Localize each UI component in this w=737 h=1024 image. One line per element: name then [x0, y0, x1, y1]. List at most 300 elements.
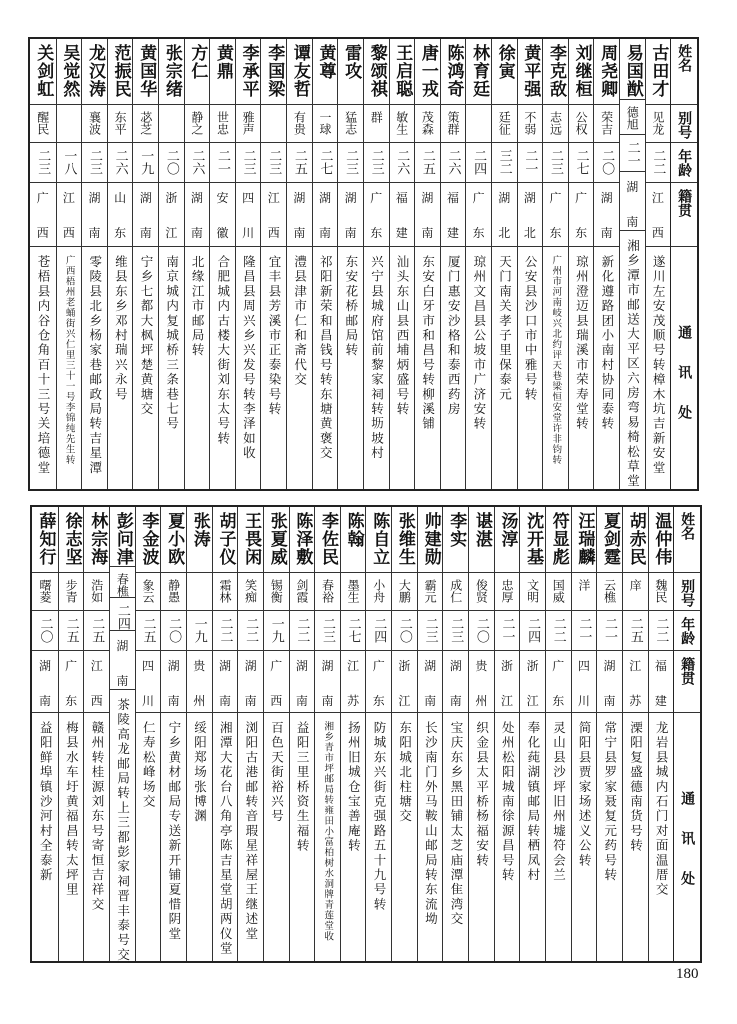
- age-cell: [133, 143, 158, 183]
- person-address: 灵山县沙坪旧州墟符会兰: [551, 721, 567, 883]
- address-cell: [57, 247, 82, 489]
- origin-cell: [597, 651, 622, 713]
- person-alias: 俊贤: [474, 579, 489, 603]
- person-age: 二六: [394, 149, 410, 175]
- age-cell: [161, 611, 186, 651]
- origin-province-char: 湖: [295, 659, 308, 673]
- header-label-age: 年龄: [676, 149, 693, 177]
- address-cell: [108, 247, 133, 489]
- person-age: 二一: [602, 617, 618, 643]
- address-cell: [261, 247, 286, 489]
- person-alias: 茂森: [420, 111, 435, 135]
- name-cell: [543, 39, 568, 105]
- origin-cell: [238, 651, 263, 713]
- person-origin: [345, 189, 357, 241]
- person-name: 胡子仪: [215, 512, 236, 566]
- address-cell: [32, 713, 58, 961]
- header-cell-address: [671, 247, 697, 489]
- origin-province-char: 湖: [293, 191, 306, 205]
- alias-cell: [136, 573, 161, 611]
- person-address: 百色天街裕兴号: [269, 721, 285, 824]
- origin-cell: [133, 183, 158, 247]
- person-alias: 霜林: [217, 579, 232, 603]
- person-origin: [652, 189, 664, 241]
- name-cell: [569, 39, 594, 105]
- origin-province-char: 南: [321, 694, 334, 708]
- person-alias: 文明: [525, 579, 540, 603]
- person-origin: [527, 657, 539, 709]
- origin-province-char: 江: [651, 191, 664, 205]
- alias-cell: [57, 105, 82, 143]
- origin-province-char: 安: [216, 191, 229, 205]
- origin-cell: [84, 651, 109, 713]
- name-cell: [649, 507, 674, 573]
- address-cell: [84, 713, 109, 961]
- header-cell-age: [674, 611, 700, 651]
- person-age: 二七: [573, 149, 589, 175]
- person-address: 琼州澄迈县瑞溪市荣寿堂转: [574, 255, 590, 432]
- origin-province-char: 西: [651, 226, 664, 240]
- person-origin: [322, 657, 334, 709]
- origin-province-char: 湖: [88, 191, 101, 205]
- person-origin: [421, 189, 433, 241]
- person-age: 一九: [138, 149, 154, 175]
- age-cell: [569, 143, 594, 183]
- person-address: 茶陵高龙邮局转上三都彭家祠晋丰泰号交: [115, 698, 131, 963]
- alias-cell: [569, 105, 594, 143]
- person-address: 绥阳郑场张博渊: [192, 721, 208, 824]
- alias-cell: [597, 573, 622, 611]
- origin-province-char: 川: [577, 694, 590, 708]
- person-address: 织金县太平桥杨福安转: [474, 721, 490, 868]
- person-origin: [296, 657, 308, 709]
- address-cell: [136, 713, 161, 961]
- person-column: [81, 39, 107, 489]
- person-origin: [575, 189, 587, 241]
- person-column: [132, 39, 158, 489]
- person-alias: 一球: [317, 111, 332, 135]
- person-alias: 曙菱: [37, 579, 52, 603]
- person-name: 陈鸿奇: [443, 44, 464, 98]
- person-name: 李国梁: [264, 44, 285, 98]
- person-name: 谌湛: [471, 512, 492, 548]
- person-address: 公安县沙口市中雅号转: [523, 255, 539, 402]
- person-address: 兴宁县城府馆前黎家祠转坜坡村: [369, 255, 385, 461]
- name-cell: [236, 39, 261, 105]
- name-cell: [210, 39, 235, 105]
- person-column: [365, 507, 391, 961]
- person-alias: 墨生: [346, 579, 361, 603]
- origin-cell: [32, 651, 58, 713]
- person-column: [648, 507, 674, 961]
- person-name: 张宗绪: [161, 44, 182, 98]
- page-number: 180: [676, 966, 699, 982]
- person-column: [30, 39, 56, 489]
- origin-cell: [110, 631, 135, 690]
- age-cell: [366, 611, 391, 651]
- alias-cell: [238, 573, 263, 611]
- origin-province-char: 湖: [344, 191, 357, 205]
- person-name: 王启聪: [392, 44, 413, 98]
- person-address: 仁寿松峰场交: [141, 721, 157, 810]
- person-alias: 小舟: [371, 579, 386, 603]
- name-cell: [646, 39, 671, 105]
- address-cell: [159, 247, 184, 489]
- origin-province-char: 浙: [526, 659, 539, 673]
- person-age: 二一: [499, 617, 515, 643]
- person-column: [107, 39, 133, 489]
- origin-province-char: 山: [114, 191, 127, 205]
- person-name: 易国猷: [622, 44, 643, 98]
- name-cell: [492, 39, 517, 105]
- origin-province-char: 湖: [116, 639, 129, 653]
- person-column: [312, 39, 338, 489]
- alias-cell: [520, 573, 545, 611]
- person-column: [314, 507, 340, 961]
- origin-cell: [59, 651, 84, 713]
- origin-cell: [364, 183, 389, 247]
- address-cell: [210, 247, 235, 489]
- origin-cell: [390, 183, 415, 247]
- origin-cell: [187, 651, 212, 713]
- origin-province-char: 广: [65, 659, 78, 673]
- age-cell: [572, 611, 597, 651]
- origin-province-char: 州: [193, 694, 206, 708]
- person-origin: [114, 189, 126, 241]
- address-cell: [620, 231, 645, 489]
- alias-cell: [315, 573, 340, 611]
- person-column: [184, 39, 210, 489]
- person-column: [542, 39, 568, 489]
- person-origin: [475, 657, 487, 709]
- person-age: 二四: [114, 604, 130, 630]
- origin-province-char: 广: [472, 191, 485, 205]
- person-age: 二七: [317, 149, 333, 175]
- person-age: 二〇: [473, 617, 489, 643]
- person-address: 宁乡黄材邮局专送新开铺夏惜阴堂: [166, 721, 182, 942]
- origin-province-char: 建: [447, 226, 460, 240]
- person-name: 周尧卿: [597, 44, 618, 98]
- origin-province-char: 湖: [218, 659, 231, 673]
- origin-province-char: 南: [293, 226, 306, 240]
- origin-province-char: 江: [267, 191, 280, 205]
- person-origin: [552, 657, 564, 709]
- header-label-alias: 别号: [679, 579, 696, 607]
- origin-cell: [518, 183, 543, 247]
- name-cell: [390, 39, 415, 105]
- origin-province-char: 四: [242, 191, 255, 205]
- origin-province-char: 南: [344, 226, 357, 240]
- header-label-age: 年龄: [679, 617, 696, 645]
- address-cell: [495, 713, 520, 961]
- origin-province-char: 湖: [626, 180, 639, 195]
- person-origin: [37, 189, 49, 241]
- header-label-origin: 籍贯: [679, 657, 696, 685]
- person-age: 二三: [86, 149, 102, 175]
- person-age: 二一: [624, 140, 640, 167]
- person-name: 符显彪: [548, 512, 569, 566]
- origin-province-char: 江: [500, 694, 513, 708]
- person-alias: 世忠: [215, 111, 230, 135]
- alias-cell: [264, 573, 289, 611]
- person-alias: 廷征: [497, 111, 512, 135]
- age-cell: [30, 143, 56, 183]
- person-column: [389, 39, 415, 489]
- origin-province-char: 福: [654, 659, 667, 673]
- person-address: 北缘江市邮局转: [190, 255, 206, 358]
- origin-province-char: 南: [603, 694, 616, 708]
- person-name: 吴觉然: [59, 44, 80, 98]
- origin-province-char: 湖: [167, 659, 180, 673]
- person-address: 湘乡青市坪邮局转雍田小富柏树水洞牌青莲堂收: [322, 721, 334, 942]
- person-address: 赣州转桂源刘东号寄恒吉祥交: [89, 721, 105, 913]
- address-cell: [543, 247, 568, 489]
- age-cell: [82, 143, 107, 183]
- person-age: 二二: [653, 617, 669, 643]
- name-cell: [313, 39, 338, 105]
- person-column: [160, 507, 186, 961]
- person-origin: [88, 189, 100, 241]
- alias-cell: [313, 105, 338, 143]
- person-column: [237, 507, 263, 961]
- age-cell: [315, 611, 340, 651]
- origin-province-char: 贵: [193, 659, 206, 673]
- origin-province-char: 南: [295, 694, 308, 708]
- person-address: 祁阳新荣和昌钱号转东塘黄褒交: [318, 255, 334, 461]
- person-origin: [347, 657, 359, 709]
- person-origin: [501, 657, 513, 709]
- person-age: 二四: [371, 617, 387, 643]
- person-name: 陈泽敷: [292, 512, 313, 566]
- alias-cell: [133, 105, 158, 143]
- origin-cell: [415, 183, 440, 247]
- person-address: 合肥城内古楼大街刘东太号转: [215, 255, 231, 447]
- person-age: 二三: [547, 149, 563, 175]
- origin-province-char: 南: [190, 226, 203, 240]
- age-cell: [313, 143, 338, 183]
- age-cell: [495, 611, 520, 651]
- name-cell: [495, 507, 520, 573]
- header-label-address: 通讯处: [679, 791, 696, 911]
- origin-cell: [57, 183, 82, 247]
- person-name: 李金波: [138, 512, 159, 566]
- person-name: 胡赤民: [625, 512, 646, 566]
- person-column: [645, 39, 671, 489]
- person-age: 二二: [243, 617, 259, 643]
- name-cell: [84, 507, 109, 573]
- person-origin: [191, 189, 203, 241]
- origin-province-char: 建: [654, 694, 667, 708]
- name-cell: [213, 507, 238, 573]
- origin-cell: [366, 651, 391, 713]
- origin-province-char: 北: [498, 226, 511, 240]
- origin-province-char: 浙: [500, 659, 513, 673]
- person-column: [235, 39, 261, 489]
- person-origin: [524, 189, 536, 241]
- person-column: [212, 507, 238, 961]
- person-origin: [142, 657, 154, 709]
- person-name: 夏剑霆: [600, 512, 621, 566]
- origin-cell: [161, 651, 186, 713]
- name-cell: [136, 507, 161, 573]
- person-origin: [116, 637, 128, 689]
- name-cell: [261, 39, 286, 105]
- address-cell: [187, 713, 212, 961]
- person-alias: 静愚: [166, 579, 181, 603]
- address-cell: [518, 247, 543, 489]
- address-cell: [415, 247, 440, 489]
- person-origin: [396, 189, 408, 241]
- origin-province-char: 西: [90, 694, 103, 708]
- header-cell-name: [674, 507, 700, 573]
- name-cell: [392, 507, 417, 573]
- person-address: 东安白牙市和昌号转柳溪铺: [420, 255, 436, 432]
- origin-province-char: 南: [116, 674, 129, 688]
- person-name: 李佐民: [318, 512, 338, 566]
- origin-cell: [495, 651, 520, 713]
- origin-cell: [82, 183, 107, 247]
- origin-province-char: 湖: [421, 191, 434, 205]
- alias-cell: [110, 567, 135, 598]
- person-column: [263, 507, 289, 961]
- person-name: 李实: [446, 512, 467, 548]
- person-alias: 不弱: [522, 111, 537, 135]
- person-alias: 云樵: [602, 579, 617, 603]
- person-origin: [245, 657, 257, 709]
- age-cell: [32, 611, 58, 651]
- origin-province-char: 广: [552, 659, 565, 673]
- name-cell: [597, 507, 622, 573]
- origin-province-char: 东: [372, 694, 385, 708]
- origin-province-char: 南: [139, 226, 152, 240]
- header-label-alias: 别号: [676, 111, 693, 139]
- name-cell: [443, 507, 468, 573]
- person-address: 遂川左安茂顺号转樟木坑吉新安堂: [651, 255, 667, 476]
- person-column: [545, 507, 571, 961]
- header-column: [670, 39, 697, 489]
- age-cell: [415, 143, 440, 183]
- origin-cell: [287, 183, 312, 247]
- origin-province-char: 湖: [321, 659, 334, 673]
- origin-province-char: 江: [165, 226, 178, 240]
- origin-province-char: 四: [142, 659, 155, 673]
- person-name: 龙汉涛: [84, 44, 105, 98]
- person-age: 二〇: [599, 149, 615, 175]
- origin-province-char: 湖: [523, 191, 536, 205]
- address-cell: [546, 713, 571, 961]
- person-name: 方仁: [187, 44, 208, 80]
- person-name: 林育廷: [469, 44, 490, 98]
- person-alias: 公权: [574, 111, 589, 135]
- name-cell: [341, 507, 366, 573]
- alias-cell: [466, 105, 491, 143]
- origin-cell: [30, 183, 56, 247]
- person-address: 东安花桥邮局转: [343, 255, 359, 358]
- person-age: 二二: [650, 149, 666, 175]
- person-name: 黄平强: [520, 44, 541, 98]
- person-age: 二五: [291, 149, 307, 175]
- person-origin: [373, 657, 385, 709]
- person-alias: 雅声: [241, 111, 256, 135]
- roster-table-top: [28, 37, 699, 491]
- age-cell: [418, 611, 443, 651]
- age-cell: [261, 143, 286, 183]
- person-origin: [39, 657, 51, 709]
- origin-province-char: 江: [347, 659, 360, 673]
- origin-province-char: 东: [549, 226, 562, 240]
- name-cell: [161, 507, 186, 573]
- origin-cell: [646, 183, 671, 247]
- origin-province-char: 州: [475, 694, 488, 708]
- address-cell: [594, 247, 619, 489]
- origin-cell: [210, 183, 235, 247]
- alias-cell: [59, 573, 84, 611]
- person-column: [135, 507, 161, 961]
- person-address: 澧县津市仁和斋代交: [292, 255, 308, 388]
- origin-province-char: 东: [65, 694, 78, 708]
- person-alias: 群: [369, 111, 384, 123]
- person-address: 益阳三里桥资生福转: [295, 721, 311, 854]
- person-origin: [270, 657, 282, 709]
- person-alias: 笑痴: [243, 579, 258, 603]
- person-column: [209, 39, 235, 489]
- person-name: 李承平: [238, 44, 259, 98]
- name-cell: [59, 507, 84, 573]
- name-cell: [469, 507, 494, 573]
- person-name: 徐志坚: [61, 512, 82, 566]
- address-cell: [238, 713, 263, 961]
- person-origin: [424, 657, 436, 709]
- person-origin: [447, 189, 459, 241]
- origin-province-char: 北: [523, 226, 536, 240]
- person-column: [286, 39, 312, 489]
- alias-cell: [623, 573, 648, 611]
- age-cell: [623, 611, 648, 651]
- header-cell-address: [674, 713, 700, 961]
- alias-cell: [443, 573, 468, 611]
- address-cell: [133, 247, 158, 489]
- person-age: 二三: [343, 149, 359, 175]
- person-name: 黎颂祺: [366, 44, 387, 98]
- person-origin: [168, 657, 180, 709]
- address-cell: [623, 713, 648, 961]
- age-cell: [238, 611, 263, 651]
- person-age: 二五: [419, 149, 435, 175]
- alias-cell: [290, 573, 315, 611]
- origin-province-char: 东: [370, 226, 383, 240]
- alias-cell: [441, 105, 466, 143]
- age-cell: [290, 611, 315, 651]
- age-cell: [492, 143, 517, 183]
- person-column: [517, 39, 543, 489]
- person-address: 益阳鲜埠镇沙河村全泰新: [38, 721, 54, 883]
- age-cell: [59, 611, 84, 651]
- alias-cell: [161, 573, 186, 611]
- person-name: 张维生: [394, 512, 415, 566]
- age-cell: [392, 611, 417, 651]
- person-address: 广西梧州老蛹街兴仁里三十一号李锦纯先生转: [63, 255, 75, 465]
- person-age: 二〇: [396, 617, 412, 643]
- origin-province-char: 南: [626, 215, 639, 230]
- alias-cell: [213, 573, 238, 611]
- person-column: [619, 39, 645, 489]
- person-origin: [626, 178, 638, 230]
- address-cell: [185, 247, 210, 489]
- person-age: 二六: [112, 149, 128, 175]
- name-cell: [287, 39, 312, 105]
- header-column: [673, 507, 700, 961]
- address-cell: [469, 713, 494, 961]
